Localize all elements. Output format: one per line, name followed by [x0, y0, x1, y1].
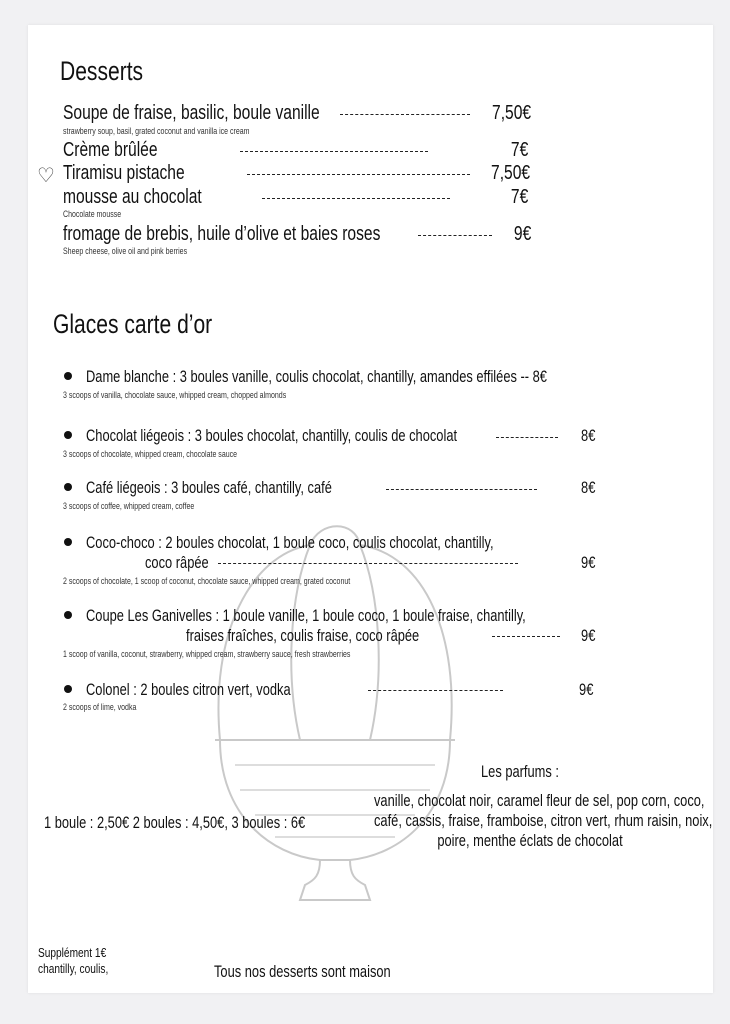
bullet-icon: [64, 372, 72, 380]
glace-description: 2 scoops of chocolate, 1 scoop of coconut, chocolate sauce, whipped cream, grated coconut: [63, 576, 351, 586]
parfums-line: vanille, chocolat noir, caramel fleur de sel, pop corn, coco,: [374, 792, 705, 810]
glace-name: Coupe Les Ganivelles : 1 boule vanille, 1 boule coco, 1 boule fraise, chantilly,: [86, 607, 526, 625]
sundae-illustration: [210, 515, 460, 910]
dessert-description: Sheep cheese, olive oil and pink berries: [63, 246, 188, 256]
bullet-icon: [64, 611, 72, 619]
parfums-line: poire, menthe éclats de chocolat: [437, 832, 623, 850]
glace-name: Coco-choco : 2 boules chocolat, 1 boule coco, coulis chocolat, chantilly,: [86, 534, 494, 552]
leader-dashes: [496, 437, 558, 438]
desserts-title: Desserts: [60, 56, 144, 86]
glace-description: 1 scoop of vanilla, coconut, strawberry, whipped cream, strawberry sauce, fresh strawberries: [63, 649, 351, 659]
dessert-price: 7,50€: [490, 162, 530, 184]
glace-description: 3 scoops of coffee, whipped cream, coffee: [63, 501, 195, 511]
glace-price: 8€: [580, 427, 595, 445]
heart-icon: ♡: [37, 165, 55, 187]
bullet-icon: [64, 431, 72, 439]
leader-dashes: [240, 151, 428, 152]
leader-dashes: [218, 563, 518, 564]
glace-name: Chocolat liégeois : 3 boules chocolat, chantilly, coulis de chocolat: [86, 427, 458, 445]
footer-note: Tous nos desserts sont maison: [214, 963, 391, 981]
glace-price: 8€: [580, 479, 595, 497]
glaces-title: Glaces carte d’or: [53, 309, 213, 339]
dessert-description: strawberry soup, basil, grated coconut and vanilla ice cream: [63, 126, 250, 136]
bullet-icon: [64, 685, 72, 693]
glace-description: 3 scoops of chocolate, whipped cream, chocolate sauce: [63, 449, 238, 459]
glace-name: Colonel : 2 boules citron vert, vodka: [86, 681, 291, 699]
dessert-name: fromage de brebis, huile d’olive et baies roses: [63, 223, 381, 245]
leader-dashes: [368, 690, 503, 691]
bullet-icon: [64, 538, 72, 546]
dessert-description: Chocolate mousse: [63, 209, 122, 219]
dessert-name: Tiramisu pistache: [63, 162, 185, 184]
glace-name-continued: fraises fraîches, coulis fraise, coco râpée: [186, 627, 420, 645]
bullet-icon: [64, 483, 72, 491]
leader-dashes: [247, 174, 470, 175]
supplement-detail: chantilly, coulis,: [38, 961, 109, 976]
parfums-title: Les parfums :: [481, 763, 559, 781]
dessert-price: 7€: [510, 186, 528, 208]
supplement-line: Supplément 1€: [38, 945, 107, 960]
glace-price: 9€: [580, 627, 595, 645]
dessert-price: 7€: [510, 139, 528, 161]
dessert-price: 7,50€: [491, 102, 531, 124]
glace-price: 9€: [578, 681, 593, 699]
glace-description: 3 scoops of vanilla, chocolate sauce, whipped cream, chopped almonds: [63, 390, 287, 400]
leader-dashes: [386, 489, 537, 490]
glace-price: 9€: [580, 554, 595, 572]
glace-name-continued: coco râpée: [145, 554, 209, 572]
dessert-name: Soupe de fraise, basilic, boule vanille: [63, 102, 320, 124]
leader-dashes: [492, 636, 560, 637]
leader-dashes: [262, 198, 450, 199]
boules-prices: 1 boule : 2,50€ 2 boules : 4,50€, 3 boules : 6€: [44, 814, 306, 832]
glace-name: Café liégeois : 3 boules café, chantilly, café: [86, 479, 332, 497]
leader-dashes: [340, 114, 470, 115]
dessert-price: 9€: [513, 223, 531, 245]
leader-dashes: [418, 235, 492, 236]
dessert-name: Crème brûlée: [63, 139, 158, 161]
parfums-line: café, cassis, fraise, framboise, citron vert, rhum raisin, noix,: [374, 812, 713, 830]
glace-name: Dame blanche : 3 boules vanille, coulis chocolat, chantilly, amandes effilées -- 8€: [86, 368, 547, 386]
dessert-name: mousse au chocolat: [63, 186, 202, 208]
glace-description: 2 scoops of lime, vodka: [63, 702, 137, 712]
